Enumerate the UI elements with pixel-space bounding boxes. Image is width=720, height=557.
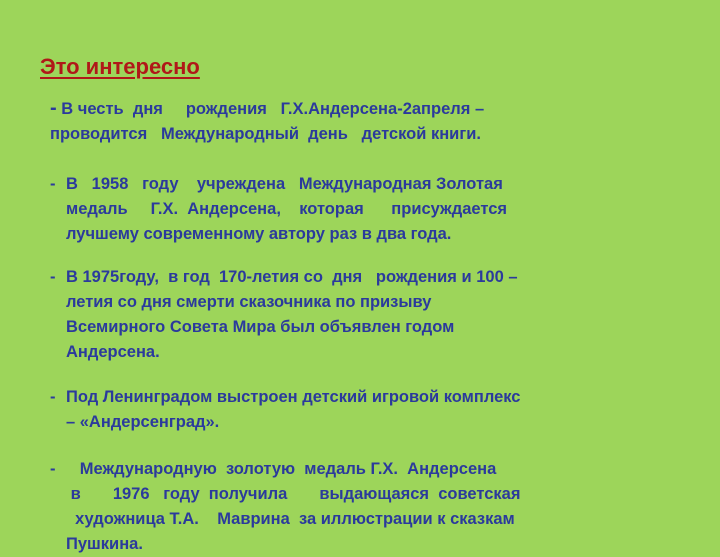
intro-paragraph [50,96,670,147]
bullet-line: медаль Г.Х. Андерсена, которая присуждается [66,200,507,218]
intro-line-1 [50,96,670,122]
bullet-text [66,457,646,557]
intro-line-2: проводится Международный день детской книги. [50,125,481,143]
bullet-text [66,172,646,247]
intro-line-1-text: В честь дня рождения Г.Х.Андерсена-2апреля – [56,100,485,118]
bullet-line: – «Андерсенград». [66,413,220,431]
bullet-text [66,385,646,435]
intro-dash: - [50,97,57,119]
bullet-line: летия со дня смерти сказочника по призыву [66,293,432,311]
bullet-marker: - [50,268,56,286]
bullet-line: Пушкина. [66,535,143,553]
bullet-line: лучшему современному автору раз в два года. [66,225,452,243]
bullet-line: Андерсена. [66,343,160,361]
bullet-line: В 1958 году учреждена Международная Золотая [66,175,503,193]
bullet-marker: - [50,460,56,478]
bullet-line: в 1976 году получила выдающаяся советская [66,485,521,503]
bullet-marker: - [50,388,56,406]
bullet-marker: - [50,175,56,193]
bullet-line: Всемирного Совета Мира был объявлен годом [66,318,455,336]
bullet-text [66,265,646,365]
bullet-line: Международную золотую медаль Г.Х. Андерсена [66,460,497,478]
bullet-line: В 1975году, в год 170-летия со дня рождения и 100 – [66,268,518,286]
bullet-line: художница Т.А. Маврина за иллюстрации к сказкам [66,510,515,528]
slide-title: Это интересно [40,54,200,79]
bullet-line: Под Ленинградом выстроен детский игровой комплекс [66,388,521,406]
